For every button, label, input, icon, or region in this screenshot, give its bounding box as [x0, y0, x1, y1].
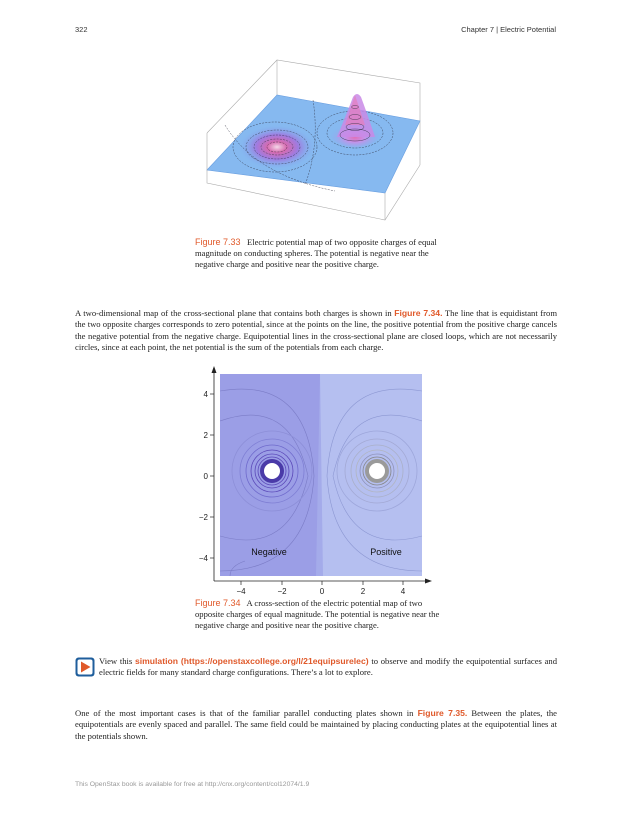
figure-7-33-caption-text: Electric potential map of two opposite charges of equal magnitude on conducting spheres. The potential is negative near the negative charge and positive near the positive charge. [195, 237, 437, 269]
figure-7-33-surface-plot [195, 55, 435, 235]
y-tick-label: −2 [198, 513, 208, 522]
figure-7-34-link[interactable]: Figure 7.34. [394, 308, 443, 318]
figure-7-34-contour-map [190, 366, 440, 598]
simulation-text-a: View this [99, 656, 135, 666]
x-tick-label: 4 [400, 587, 406, 596]
simulation-text-b: to observe and modify the equipotential surfaces and electric fields for many standard charge configurations. There’s a lot to explore. [99, 656, 558, 678]
paragraph-parallel-plates [75, 708, 557, 742]
y-tick-label: −4 [198, 554, 208, 563]
x-tick-label: 2 [360, 587, 366, 596]
negative-label: Negative [251, 547, 287, 557]
simulation-link[interactable]: simulation (https://openstaxcollege.org/l/21equipsurelec) [134, 656, 369, 666]
paragraph-1-text-b: The line that is equidistant from the two opposite charges corresponds to zero potential, since at the points on the line, the positive potential from the positive charge cancels the negative potential from the negative charge. Equipotential lines in the cross-sectional plane are closed loops, which are not necessarily circles, since at each point, the net potential is the sum of the potentials from each charge. [75, 308, 558, 353]
y-tick-label: 4 [203, 390, 208, 399]
chapter-title: Chapter 7 | Electric Potential [461, 25, 556, 34]
x-tick-label: −4 [236, 587, 246, 596]
paragraph-2-text-b: Between the plates, the equipotentials are evenly spaced and parallel. The same field could be maintained by placing conducting plates at the equipotential lines at the potentials shown. [75, 708, 557, 741]
figure-7-35-link[interactable]: Figure 7.35. [417, 708, 468, 718]
positive-label: Positive [370, 547, 402, 557]
y-tick-label: 2 [203, 431, 208, 440]
x-tick-label: 0 [319, 587, 325, 596]
paragraph-cross-section [75, 308, 557, 354]
page-footer: This OpenStax book is available for free at http://cnx.org/content/col12074/1.9 [75, 781, 310, 788]
figure-7-33-label: Figure 7.33 [195, 237, 241, 247]
play-simulation-icon [75, 657, 95, 677]
page-number: 322 [75, 25, 88, 34]
figure-7-34-label: Figure 7.34 [195, 598, 241, 608]
x-tick-label: −2 [277, 587, 287, 596]
y-tick-label: 0 [203, 472, 208, 481]
figure-7-34-caption-text: A cross-section of the electric potential map of two opposite charges of equal magnitude. The potential is negative near the negative charge and positive near the positive charge. [195, 598, 440, 630]
figure-7-34-caption [195, 598, 440, 631]
simulation-text [99, 656, 557, 679]
paragraph-2-text-a: One of the most important cases is that of the familiar parallel conducting plates shown in [75, 708, 418, 718]
figure-7-33-caption [195, 237, 440, 270]
paragraph-1-text-a: A two-dimensional map of the cross-sectional plane that contains both charges is shown in [75, 308, 395, 318]
